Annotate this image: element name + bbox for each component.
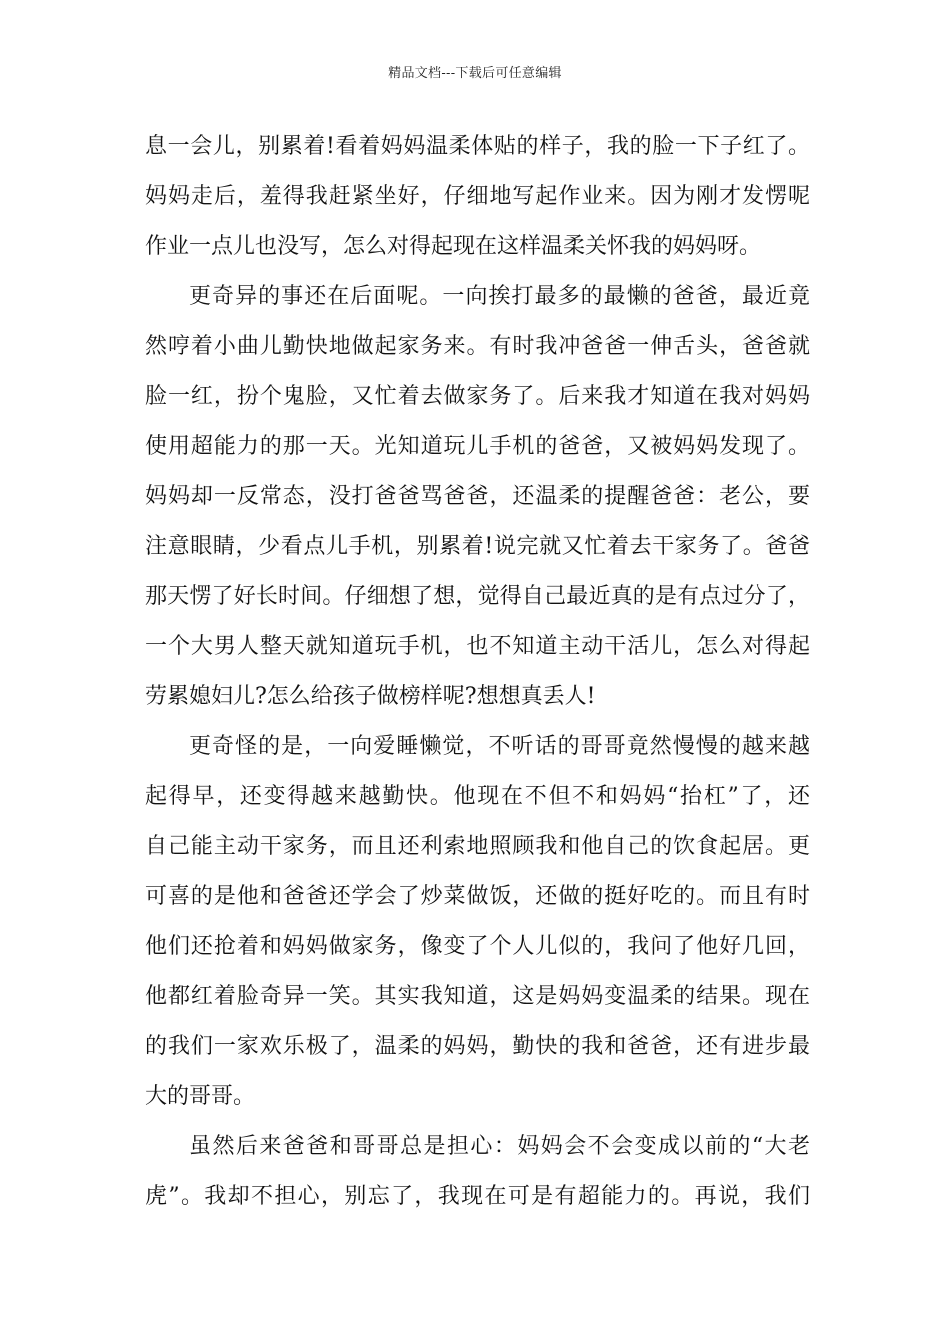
text-line: 起得早，还变得越来越勤快。他现在不但不和妈妈“抬杠”了，还 xyxy=(145,784,810,809)
text-line: 作业一点儿也没写，怎么对得起现在这样温柔关怀我的妈妈呀。 xyxy=(145,234,762,259)
text-line: 妈妈走后，羞得我赶紧坐好，仔细地写起作业来。因为刚才发愣呢 xyxy=(145,184,810,209)
text-line: 妈妈却一反常态，没打爸爸骂爸爸，还温柔的提醒爸爸：老公，要 xyxy=(145,484,810,509)
text-line: 劳累媳妇儿?怎么给孩子做榜样呢?想想真丢人! xyxy=(145,684,596,709)
text-line: 他们还抢着和妈妈做家务，像变了个人儿似的，我问了他好几回， xyxy=(145,934,810,959)
text-line: 更奇异的事还在后面呢。一向挨打最多的最懒的爸爸，最近竟 xyxy=(189,284,810,309)
text-line: 注意眼睛，少看点儿手机，别累着!说完就又忙着去干家务了。爸爸 xyxy=(145,534,810,559)
text-line: 大的哥哥。 xyxy=(145,1084,256,1109)
text-line: 他都红着脸奇异一笑。其实我知道，这是妈妈变温柔的结果。现在 xyxy=(145,984,810,1009)
text-line: 那天愣了好长时间。仔细想了想，觉得自己最近真的是有点过分了， xyxy=(145,584,810,609)
body-text xyxy=(145,122,810,1222)
text-line: 息一会儿，别累着!看着妈妈温柔体贴的样子，我的脸一下子红了。 xyxy=(145,134,810,159)
text-line: 然哼着小曲儿勤快地做起家务来。有时我冲爸爸一伸舌头，爸爸就 xyxy=(145,334,810,359)
text-line: 脸一红，扮个鬼脸，又忙着去做家务了。后来我才知道在我对妈妈 xyxy=(145,384,810,409)
text-line: 虽然后来爸爸和哥哥总是担心：妈妈会不会变成以前的“大老 xyxy=(189,1134,810,1159)
text-line: 自己能主动干家务，而且还利索地照顾我和他自己的饮食起居。更 xyxy=(145,834,810,859)
text-line: 一个大男人整天就知道玩手机，也不知道主动干活儿，怎么对得起 xyxy=(145,634,810,659)
text-line: 可喜的是他和爸爸还学会了炒菜做饭，还做的挺好吃的。而且有时 xyxy=(145,884,810,909)
text-line: 虎”。我却不担心，别忘了，我现在可是有超能力的。再说，我们 xyxy=(145,1184,810,1209)
text-line: 的我们一家欢乐极了，温柔的妈妈，勤快的我和爸爸，还有进步最 xyxy=(145,1034,810,1059)
text-line: 更奇怪的是，一向爱睡懒觉，不听话的哥哥竟然慢慢的越来越 xyxy=(189,734,810,759)
page-header: 精品文档---下载后可任意编辑 xyxy=(388,66,562,81)
text-line: 使用超能力的那一天。光知道玩儿手机的爸爸，又被妈妈发现了。 xyxy=(145,434,810,459)
